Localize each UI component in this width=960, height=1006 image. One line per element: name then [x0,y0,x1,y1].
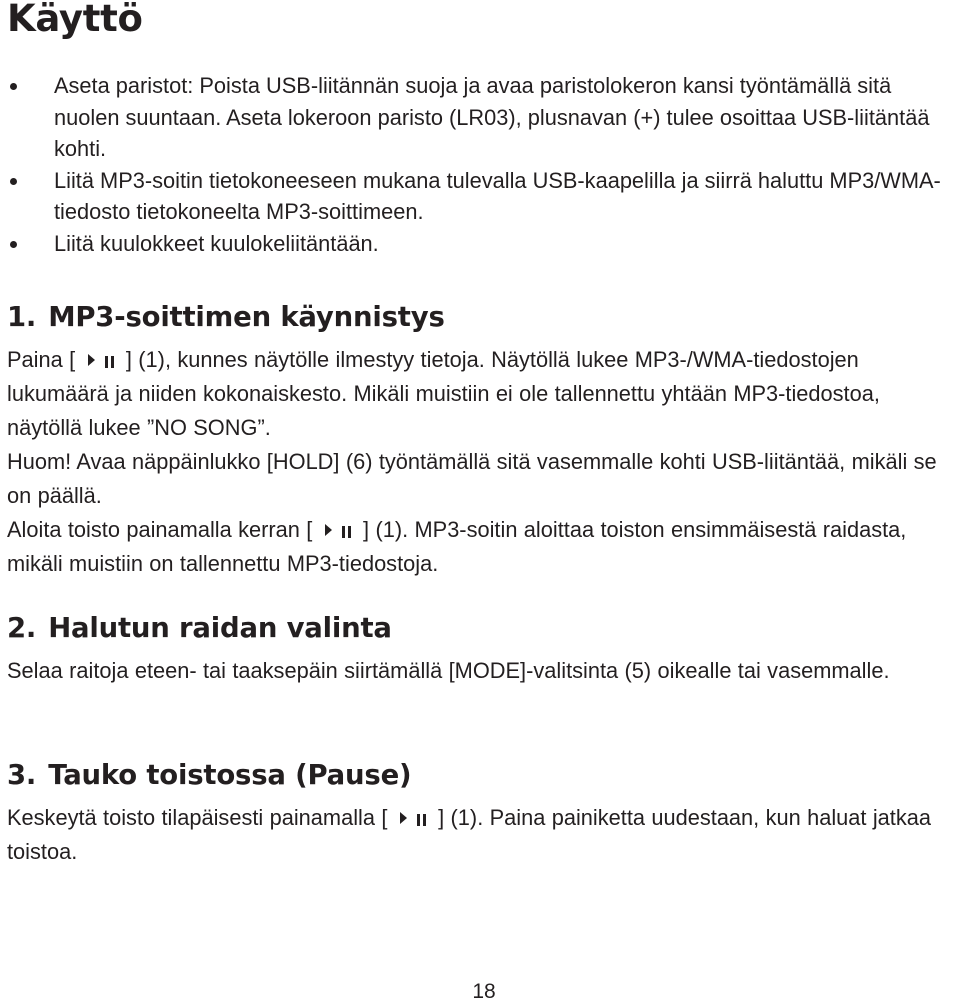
track-select-paragraph: Selaa raitoja eteen- tai taaksepäin siirtämällä [MODE]-valitsinta (5) oikealle tai vasemmalle. [7,658,890,683]
text-after-button: ] (1). Paina painiketta uudestaan, kun haluat jatkaa toistoa. [7,805,932,864]
section-heading-text: Tauko toistossa (Pause) [48,759,412,791]
section-heading [0,299,960,335]
section-pause [0,757,960,869]
hold-note-paragraph: Huom! Avaa näppäinlukko [HOLD] (6) työntämällä sitä vasemmalle kohti USB-liitäntää, mikäli se on päällä. [7,449,937,508]
section-number: 1. [7,301,37,333]
pause-icon [105,356,114,368]
pause-paragraph [0,801,952,869]
page-title: Käyttö [7,0,143,40]
section-track-select [0,610,960,688]
section-heading [0,757,960,793]
text-before-button: Paina [ [7,347,76,372]
pause-icon [342,526,351,538]
text-before-button: Aloita toisto painamalla kerran [ [7,517,313,542]
start-playback-paragraph [0,513,952,581]
text-after-button: ] (1), kunnes näytölle ilmestyy tietoja. Näytöllä lukee MP3-/WMA-tiedostojen lukumäärä ja niiden kokonaiskesto. Mikäli muistiin ei ole tallennettu yhtään MP3-tiedostoa, näytöllä lukee ”NO SONG”. [7,347,880,440]
page-number: 18 [472,980,496,1003]
bullet-item-headphones: Liitä kuulokkeet kuulokeliitäntään. [0,228,954,260]
startup-paragraph [0,343,952,445]
pause-icon [417,814,426,826]
section-heading-text: Halutun raidan valinta [48,612,392,644]
section-heading [0,610,960,646]
section-startup [0,299,960,581]
bullet-item-usb-connect: Liitä MP3-soitin tietokoneeseen mukana tulevalla USB-kaapelilla ja siirrä haluttu MP3/WMA-tiedosto tietokoneelta MP3-soittimeen. [0,165,954,228]
text-before-button: Keskeytä toisto tilapäisesti painamalla [ [7,805,388,830]
play-icon [88,354,95,366]
section-number: 2. [7,612,37,644]
play-icon [400,812,407,824]
section-number: 3. [7,759,37,791]
text-after-button: ] (1). MP3-soitin aloittaa toiston ensimmäisestä raidasta, mikäli muistiin on tallennettu MP3-tiedostoja. [7,517,907,576]
section-heading-text: MP3-soittimen käynnistys [48,301,445,333]
play-icon [325,524,332,536]
bullet-item-batteries: Aseta paristot: Poista USB-liitännän suoja ja avaa paristolokeron kansi työntämällä sitä nuolen suuntaan. Aseta lokeroon paristo (LR03), plusnavan (+) tulee osoittaa USB-liitäntää kohti. [0,70,954,165]
setup-bullet-list [0,70,954,259]
